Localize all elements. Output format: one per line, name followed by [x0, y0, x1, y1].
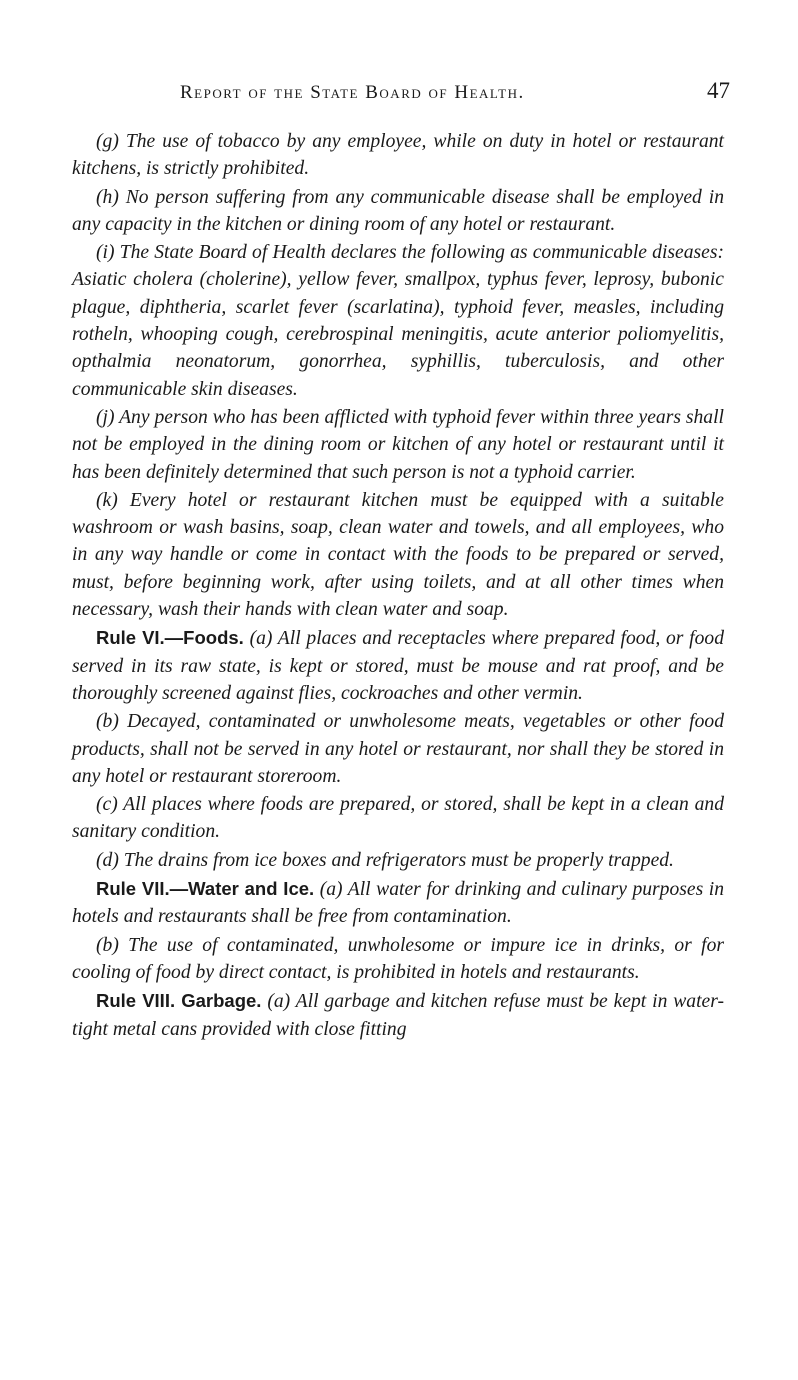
rule-heading: Rule VII.—Water and Ice.: [96, 878, 315, 900]
rule-viii-paragraph-a: Rule VIII. Garbage. (a) All garbage and kitchen refuse must be kept in water-tight metal cans provided with close fitting: [72, 990, 725, 1040]
rule-vi-paragraph-b: (b) Decayed, contaminated or unwholesome meats, vegetables or other food products, shall not be served in any hotel or restaurant, nor shall they be stored in any hotel or restaurant storeroom.: [72, 711, 724, 787]
page-header: [80, 78, 730, 114]
rule-vii-paragraph-a: Rule VII.—Water and Ice. (a) All water for drinking and culinary purposes in hotels and restaurants shall be free from contamination.: [72, 878, 724, 928]
paragraph-j: (j) Any person who has been afflicted with typhoid fever within three years shall not be employed in the dining room or kitchen of any hotel or restaurant until it has been definitely determined that such person is not a typhoid carrier.: [72, 406, 724, 483]
body-text: [72, 128, 724, 1044]
paragraph-k: (k) Every hotel or restaurant kitchen must be equipped with a suitable washroom or wash basins, soap, clean water and towels, and all employees, who in any way handle or come in contact with the foods to be prepared or served, must, before beginning work, after using toilets, and at all other times when necessary, wash their hands with clean water and soap.: [72, 489, 724, 621]
paragraph-h: (h) No person suffering from any communicable disease shall be employed in any capacity in the kitchen or dining room of any hotel or restaurant.: [72, 186, 724, 235]
rule-vi-paragraph-c: (c) All places where foods are prepared, or stored, shall be kept in a clean and sanitary condition.: [72, 794, 724, 843]
rule-heading: Rule VIII. Garbage.: [96, 990, 262, 1012]
running-head: Report of the State Board of Health.: [180, 82, 525, 103]
page-number: 47: [707, 78, 730, 103]
rule-vi-paragraph-a: Rule VI.—Foods. (a) All places and receptacles where prepared food, or food served in its raw state, is kept or stored, must be mouse and rat proof, and be thoroughly screened against flies, cockroaches and other vermin.: [72, 627, 724, 704]
rule-vi-paragraph-d: (d) The drains from ice boxes and refrigerators must be properly trapped.: [96, 849, 674, 871]
rule-heading: Rule VI.—Foods.: [96, 627, 244, 649]
rule-vii-paragraph-b: (b) The use of contaminated, unwholesome or impure ice in drinks, or for cooling of food by direct contact, is prohibited in hotels and restaurants.: [72, 934, 724, 983]
paragraph-g: (g) The use of tobacco by any employee, while on duty in hotel or restaurant kitchens, is strictly prohibited.: [72, 131, 724, 180]
paragraph-i: (i) The State Board of Health declares the following as communicable diseases: Asiatic cholera (cholerine), yellow fever, smallpox, typhus fever, leprosy, bubonic plague, diphtheria, scarlet fever (scarlatina), typhoid fever, measles, including rotheln, whooping cough, cerebrospinal meningitis, acute anterior poliomyelitis, opthalmia neonatorum, gonorrhea, syphillis, tuberculosis, and other communicable skin diseases.: [72, 242, 724, 400]
